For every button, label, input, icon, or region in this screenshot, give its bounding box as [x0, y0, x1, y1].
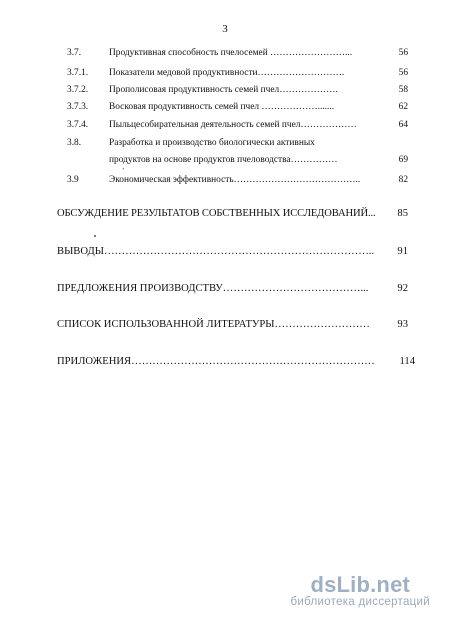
stray-mark: ʼ: [122, 167, 125, 175]
toc-entry-number: 3.7.4.: [67, 120, 89, 130]
toc-section-title: ПРИЛОЖЕНИЯ……………………………………………………………: [57, 356, 375, 367]
watermark-subtitle: библиотека диссертаций: [290, 596, 430, 608]
toc-section-page: 85: [397, 208, 408, 219]
toc-entry-title: Пыльцесобирательная деятельность семей пчел………………: [109, 120, 357, 130]
toc-section-title: ОБСУЖДЕНИЕ РЕЗУЛЬТАТОВ СОБСТВЕННЫХ ИССЛЕДОВАНИЙ...: [57, 208, 376, 219]
toc-entry-page: 64: [398, 120, 408, 130]
toc-entry-number: 3.8.: [67, 138, 82, 148]
toc-entry-page: 82: [398, 175, 408, 185]
toc-section-page: 114: [399, 356, 415, 367]
toc-entry-page: 69: [398, 155, 408, 165]
toc-section-title: СПИСОК ИСПОЛЬЗОВАННОЙ ЛИТЕРАТУРЫ………………………: [57, 319, 370, 330]
toc-section-title: ПРЕДЛОЖЕНИЯ ПРОИЗВОДСТВУ…………………………………...: [57, 283, 369, 294]
toc-entry-title: Восковая продуктивность семей пчел ……………….......: [109, 102, 335, 112]
toc-entry-page: 56: [398, 48, 408, 58]
toc-entry-page: 58: [398, 85, 408, 95]
toc-entry-title: Экономическая эффективность…………………………………..: [109, 175, 361, 185]
toc-section-title: ВЫВОДЫ…………………………………………………………………..: [57, 246, 375, 257]
toc-entry-title: Продуктивная способность пчелосемей ……………………...: [109, 48, 353, 58]
toc-entry-title-line2: продуктов на основе продуктов пчеловодства……………: [109, 155, 338, 165]
toc-entry-title: Показатели медовой продуктивности……………………….: [109, 68, 345, 78]
watermark: [290, 572, 430, 608]
watermark-logo: dsLib.net: [310, 572, 411, 597]
toc-entry-number: 3.7.2.: [67, 85, 89, 95]
toc-section-page: 93: [397, 319, 408, 330]
toc-section-page: 91: [397, 246, 408, 257]
stray-dot: [94, 235, 96, 237]
toc-entry-number: 3.7.3.: [67, 102, 89, 112]
toc-entry-page: 56: [398, 68, 408, 78]
toc-entry-title: Прополисовая продуктивность семей пчел……………….: [109, 85, 338, 95]
toc-entry-title: Разработка и производство биологически активных: [109, 138, 315, 148]
toc-entry-number: 3.7.1.: [67, 68, 89, 78]
toc-section-page: 92: [397, 283, 408, 294]
toc-entry-number: 3.9: [67, 175, 79, 185]
page-number: 3: [222, 23, 228, 35]
toc-entry-page: 62: [398, 102, 408, 112]
toc-entry-number: 3.7.: [67, 48, 82, 58]
